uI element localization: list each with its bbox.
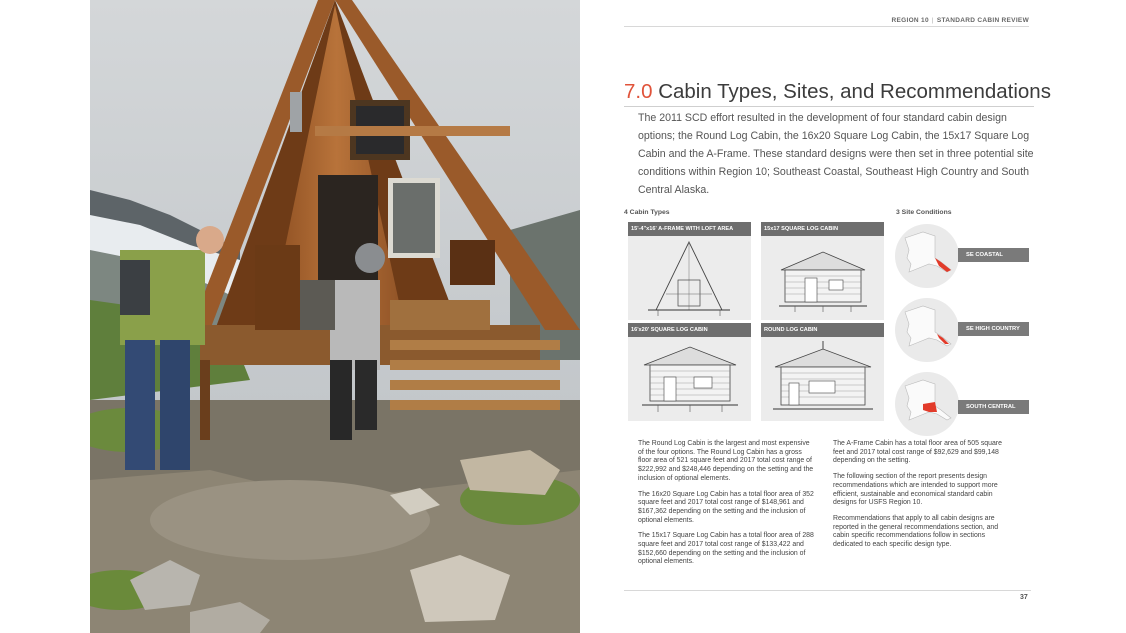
site-conditions-label: 3 Site Conditions [896,209,952,216]
cabin-card-round-log [761,323,884,421]
alaska-map-icon [895,372,959,436]
cabin-caption: 15x17 SQUARE LOG CABIN [761,222,884,236]
cabin-card-a-frame [628,222,751,320]
alaska-map-icon [895,298,959,362]
cabin-photo [90,0,580,633]
page-number: 37 [1020,594,1028,601]
site-south-central [895,372,1031,438]
section-number: 7.0 [624,80,653,103]
section-title: Cabin Types, Sites, and Recommendations [658,80,1051,103]
site-se-coastal [895,224,1031,290]
cabin-card-16x20 [628,323,751,421]
site-label: SOUTH CENTRAL [958,400,1029,414]
cabin-caption: 16'x20' SQUARE LOG CABIN [628,323,751,337]
alaska-map-icon [895,224,959,288]
cabin-card-15x17 [761,222,884,320]
a-frame-drawing [628,236,751,320]
body-paragraph: The following section of the report presents design recommendations which are intended to support more efficient, sustainable and economical standard cabin designs for USFS Region 10. [833,473,998,507]
body-paragraph: The Round Log Cabin is the largest and most expensive of the four options. The Round Log Cabin has a gross floor area of 521 square feet and 2017 total cost range of $222,992 and $248,446 depending on the setting and the inclusion of optional elements. [638,440,814,482]
cabin-caption: 15'-4"x16' A-FRAME WITH LOFT AREA [628,222,751,236]
running-head-doc: STANDARD CABIN REVIEW [936,17,1029,24]
body-paragraph: The 16x20 Square Log Cabin has a total floor area of 352 square feet and 2017 total cost range of $148,961 and $167,362 depending on the setting and the inclusion of optional elements. [638,490,814,524]
site-se-high-country [895,298,1031,364]
body-paragraph: The A-Frame Cabin has a total floor area of 505 square feet and 2017 total cost range of $92,629 and $99,148 depending on the setting. [833,440,1002,465]
section-heading [624,80,1051,107]
running-head-region: REGION 10 [891,17,929,24]
body-paragraph: The 15x17 Square Log Cabin has a total floor area of 288 square feet and 2017 total cost range of $133,422 and $152,660 depending on the setting and the inclusion of optional elements. [638,532,814,566]
running-head [624,14,1029,27]
footer-rule [624,590,1031,591]
body-paragraph: Recommendations that apply to all cabin designs are reported in the general recommendations section, and cabin specific recommendations follow in sections dedicated to each specific design type. [833,514,999,549]
15x17-cabin-drawing [761,236,884,320]
round-log-cabin-drawing [761,337,884,421]
site-label: SE COASTAL [958,248,1029,262]
16x20-cabin-drawing [628,337,751,421]
site-label: SE HIGH COUNTRY [958,322,1029,336]
cabin-types-label: 4 Cabin Types [624,209,670,216]
report-page [584,0,1126,633]
cabin-photo-illustration [90,0,580,633]
body-column-right [833,440,1009,557]
intro-paragraph: The 2011 SCD effort resulted in the development of four standard cabin design options; the Round Log Cabin, the 16x20 Square Log Cabin, the 15x17 Square Log Cabin and the A-Frame. These standard designs were then set in three potential site conditions within Region 10; Southeast Coastal, Southeast High Country and South Central Alaska. [638,112,1034,196]
cabin-caption: ROUND LOG CABIN [761,323,884,337]
running-head-separator: | [931,17,934,24]
body-column-left [638,440,814,574]
